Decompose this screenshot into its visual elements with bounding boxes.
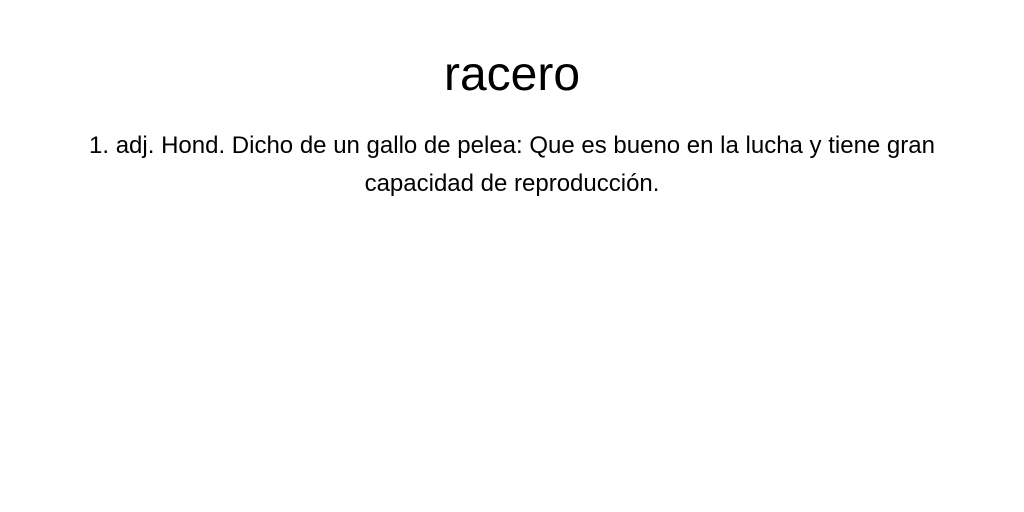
definition-number: 1.	[89, 132, 110, 159]
definition-text: Dicho de un gallo de pelea: Que es bueno en la lucha y tiene gran capacidad de reproducción.	[231, 132, 935, 197]
region-abbreviation: Hond.	[161, 132, 226, 159]
definition-1	[62, 127, 962, 203]
grammar-abbreviation: adj.	[115, 132, 155, 159]
headword-title: racero	[443, 48, 581, 101]
